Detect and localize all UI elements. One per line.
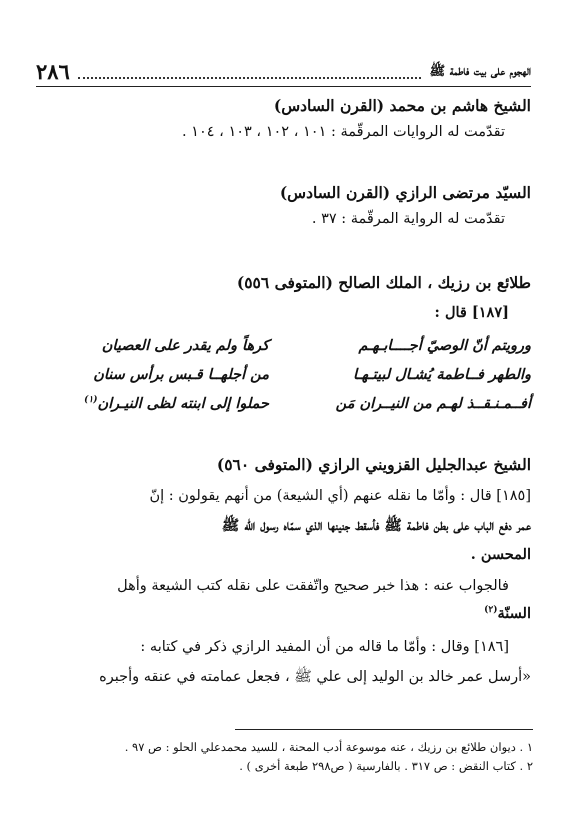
footnote-1: ١ . ديوان طلائع بن رزيك ، عنه موسوعة أدب المحنة ، للسيد محمدعلي الحلو : ص ٩٧ .	[124, 740, 533, 754]
poem-line-2a: والطهر فــاطمة يُشـال لبيتـهـا	[352, 366, 531, 383]
footnote-separator	[235, 729, 533, 730]
poem-line-2b: من أجلهــا قـبس برأس سنان	[93, 366, 269, 383]
item-186-line-2: «أرسل عمر خالد بن الوليد إلى علي ﷺ ، فجعل عمامته في عنقه وأجبره	[99, 669, 531, 685]
item-185-line-3: المحسن .	[470, 546, 531, 563]
poem-line-1a: ورويتم أنّ الوصيّ أجــــابـهـم	[358, 337, 531, 354]
item-185-line-5	[484, 605, 531, 622]
section-text-murtada: تقدّمت له الرواية المرقّمة : ٣٧ .	[311, 211, 505, 227]
poem-line-3b	[84, 395, 269, 412]
section-text-hashim: تقدّمت له الروايات المرقّمة : ١٠١ ، ١٠٢ ، ١٠٣ ، ١٠٤ .	[181, 124, 505, 140]
footnote-ref-1: (١)	[84, 395, 98, 406]
item-185-line-2: عمر دفع الباب على بطن فاطمة ﷺ فأسقط جنينها الذي سمّاه رسول الله ﷺ	[221, 517, 531, 534]
poem-line-1b: كرهاً ولم يقدر على العصيان	[101, 337, 269, 354]
footnote-ref-2: (٢)	[484, 605, 498, 616]
poem-line-3a: أفــمـنـقــذ لهـم من النيــران مَن	[335, 395, 531, 412]
item-187-intro: [١٨٧] قال :	[434, 304, 509, 321]
section-heading-talai: طلائع بن رزيك ، الملك الصالح (المتوفى ٥٥٦)	[236, 273, 531, 292]
header-leader-dots	[78, 77, 422, 79]
item-185-line-4: فالجواب عنه : هذا خبر صحيح واتّفقت على نقله كتب الشيعة وأهل	[117, 578, 509, 594]
section-heading-murtada: السيّد مرتضى الرازي (القرن السادس)	[279, 183, 531, 202]
poem-line-3b-text: حملوا إلى ابنته لظى النيـران	[97, 395, 269, 412]
section-heading-hashim: الشيخ هاشم بن محمد (القرن السادس)	[273, 96, 531, 115]
page-header	[36, 56, 531, 87]
running-title: الهجوم على بيت فاطمة ﷺ	[429, 64, 531, 79]
section-heading-qazwini: الشيخ عبدالجليل القزويني الرازي (المتوفى ٥٦٠)	[216, 455, 531, 474]
page-number: ٢٨٦	[36, 59, 70, 84]
footnote-2: ٢ . كتاب النقض : ص ٣١٧ . بالفارسية ( ص٢٩٨ طبعة أخرى ) .	[239, 759, 533, 773]
item-185-line-1: [١٨٥] قال : وأمّا ما نقله عنهم (أي الشيعة) من أنهم يقولون : إنّ	[149, 488, 531, 504]
item-185-line-5-text: السنّة	[497, 605, 531, 622]
item-186-line-1: [١٨٦] وقال : وأمّا ما قاله من أن المفيد الرازي ذكر في كتابه :	[140, 639, 509, 655]
